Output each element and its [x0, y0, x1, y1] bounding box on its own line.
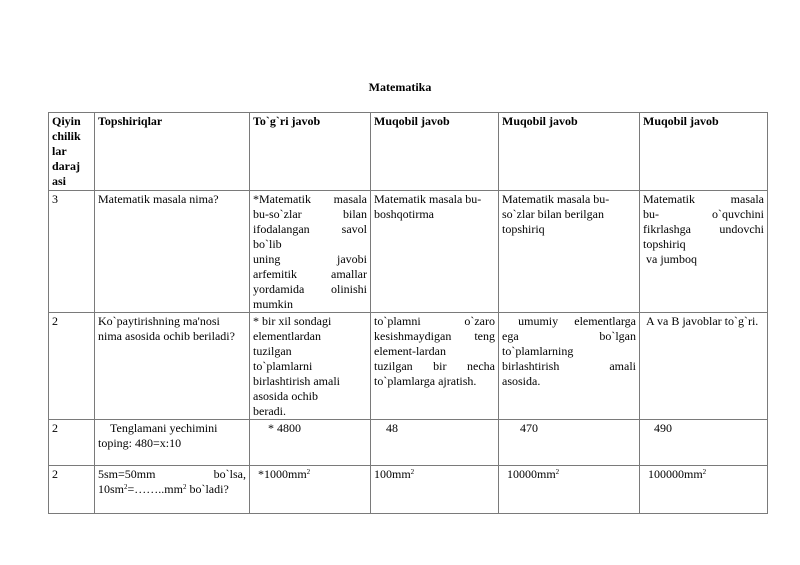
- correct-answer-cell: * bir xil sondagi elementlardan tuzilgan to`plamlarni birlashtirish amali asosida ochib beradi.: [250, 313, 371, 420]
- alternative-2-cell: 470: [499, 420, 640, 466]
- alternative-3-cell: 490: [640, 420, 768, 466]
- header-tasks: Topshiriqlar: [95, 113, 250, 191]
- task-cell: Tenglamani yechimini toping: 480=x:10: [95, 420, 250, 466]
- alternative-2-cell: Matematik masala bu-so`zlar bilan berilgan topshiriq: [499, 191, 640, 313]
- correct-answer-cell: * 4800: [250, 420, 371, 466]
- header-alternative-2: Muqobil javob: [499, 113, 640, 191]
- header-alternative-1: Muqobil javob: [371, 113, 499, 191]
- difficulty-cell: 2: [49, 313, 95, 420]
- alternative-1-cell: 48: [371, 420, 499, 466]
- alternative-1-cell: $100mm^2$: [371, 466, 499, 514]
- difficulty-cell: 2: [49, 420, 95, 466]
- alternative-1-cell: to`plamni o`zaro kesishmaydigan teng element-lardan tuzilgan bir necha to`plamlarga ajratish.: [371, 313, 499, 420]
- task-cell: Ko`paytirishning ma'nosi nima asosida ochib beriladi?: [95, 313, 250, 420]
- task-cell: Matematik masala nima?: [95, 191, 250, 313]
- header-row: [49, 113, 768, 191]
- difficulty-cell: 2: [49, 466, 95, 514]
- header-alternative-3: Muqobil javob: [640, 113, 768, 191]
- table-row: [49, 420, 768, 466]
- correct-answer-cell: $*1000mm^2$: [250, 466, 371, 514]
- alternative-3-cell: A va B javoblar to`g`ri.: [640, 313, 768, 420]
- table-row: [49, 313, 768, 420]
- header-correct-answer: To`g`ri javob: [250, 113, 371, 191]
- header-difficulty: Qiyin chilik lar daraj asi: [49, 113, 95, 191]
- alternative-2-cell: $10000mm^2$: [499, 466, 640, 514]
- alternative-3-cell: $100000mm^2$: [640, 466, 768, 514]
- alternative-2-cell: umumiy elementlarga ega bo`lgan to`plamlarning birlashtirish amali asosida.: [499, 313, 640, 420]
- page-title: Matematika: [368, 80, 432, 94]
- difficulty-cell: 3: [49, 191, 95, 313]
- task-cell: 5sm=50mm bo`lsa, $10sm^2=\dots\dots..mm^2$ bo`ladi?: [95, 466, 250, 514]
- tasks-table: [48, 112, 768, 514]
- correct-answer-cell: *Matematik masala bu-so`zlar bilan ifodalangan savol bo`lib uning javobi arfemitik amallar yordamida olinishi mumkin: [250, 191, 371, 313]
- alternative-1-cell: Matematik masala bu-boshqotirma: [371, 191, 499, 313]
- table-row: [49, 466, 768, 514]
- alternative-3-cell: Matematik masala bu- o`quvchini fikrlashga undovchi topshiriq va jumboq: [640, 191, 768, 313]
- table-row: [49, 191, 768, 313]
